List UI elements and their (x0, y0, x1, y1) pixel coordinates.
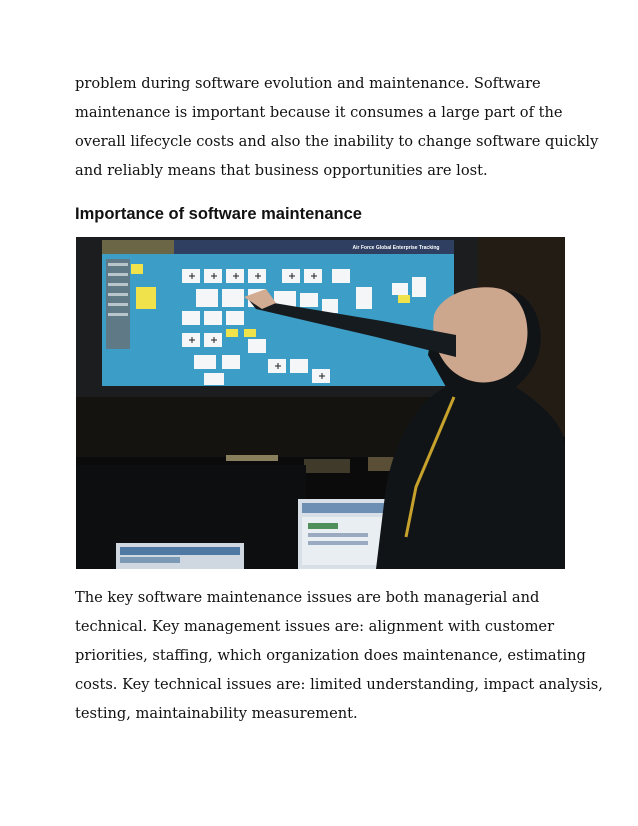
intro-paragraph (75, 69, 599, 185)
paragraph-line: costs. Key technical issues are: limited understanding, impact analysis, (75, 676, 603, 693)
screen-banner: Air Force Global Enterprise Tracking (352, 245, 440, 251)
issues-paragraph (75, 583, 603, 728)
paragraph-line: overall lifecycle costs and also the inability to change software quickly (75, 133, 599, 150)
section-heading: Importance of software maintenance (75, 205, 362, 223)
paragraph-line: maintenance is important because it consumes a large part of the (75, 104, 563, 121)
paragraph-line: testing, maintainability measurement. (75, 705, 358, 722)
operations-room-photo (76, 237, 565, 569)
paragraph-line: problem during software evolution and maintenance. Software (75, 75, 541, 92)
paragraph-line: and reliably means that business opportunities are lost. (75, 162, 488, 179)
paragraph-line: priorities, staffing, which organization does maintenance, estimating (75, 647, 586, 664)
paragraph-line: The key software maintenance issues are both managerial and (75, 589, 540, 606)
paragraph-line: technical. Key management issues are: alignment with customer (75, 618, 555, 635)
